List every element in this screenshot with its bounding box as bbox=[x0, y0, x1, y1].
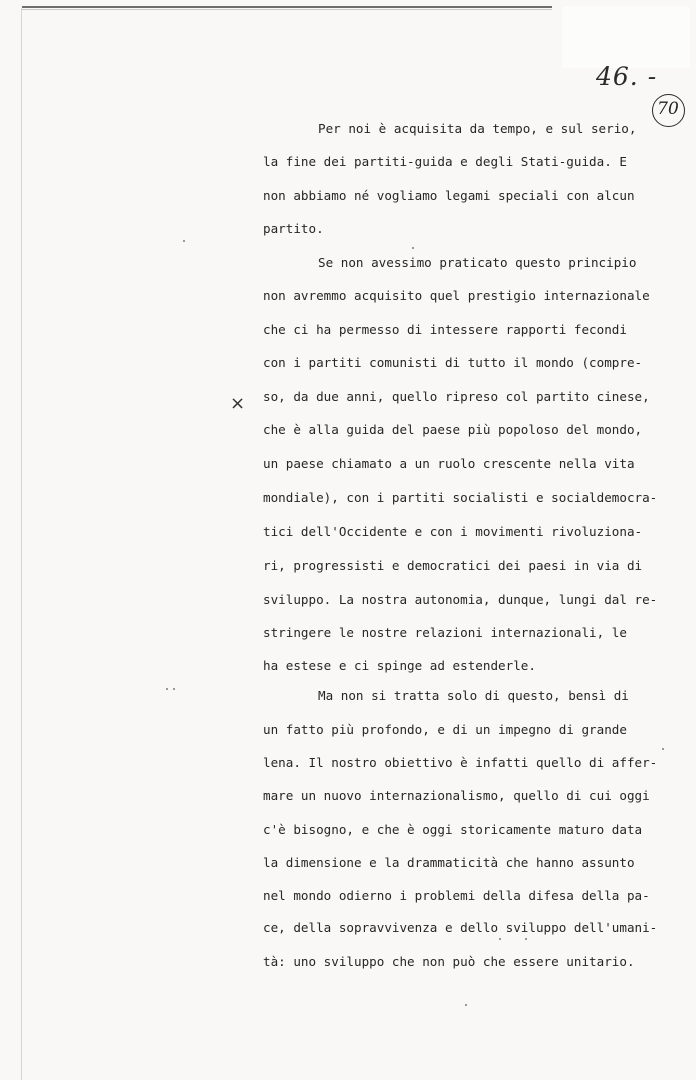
text-line: tici dell'Occidente e con i movimenti rivoluziona- bbox=[263, 524, 643, 539]
text-line: mondiale), con i partiti socialisti e socialdemocra- bbox=[263, 490, 658, 505]
paper-speck bbox=[499, 938, 501, 940]
text-line: stringere le nostre relazioni internazionali, le bbox=[263, 625, 627, 640]
paper-speck bbox=[183, 240, 185, 242]
text-line: ce, della sopravvivenza e dello sviluppo dell'umani- bbox=[263, 920, 658, 935]
text-line: tà: uno sviluppo che non può che essere unitario. bbox=[263, 954, 635, 969]
text-line: ha estese e ci spinge ad estenderle. bbox=[263, 658, 536, 673]
text-line: un fatto più profondo, e di un impegno di grande bbox=[263, 722, 627, 737]
text-line: c'è bisogno, e che è oggi storicamente maturo data bbox=[263, 822, 643, 837]
text-line: lena. Il nostro obiettivo è infatti quello di affer- bbox=[263, 755, 658, 770]
text-line: so, da due anni, quello ripreso col partito cinese, bbox=[263, 389, 650, 404]
text-line: nel mondo odierno i problemi della difesa della pa- bbox=[263, 888, 650, 903]
text-line: la fine dei partiti-guida e degli Stati-guida. E bbox=[263, 154, 627, 169]
paper-speck bbox=[525, 938, 527, 940]
top-edge-rule bbox=[22, 6, 552, 8]
text-line: partito. bbox=[263, 221, 324, 236]
text-line: Ma non si tratta solo di questo, bensì di bbox=[318, 688, 629, 703]
paper-speck bbox=[662, 748, 664, 750]
text-line: sviluppo. La nostra autonomia, dunque, lungi dal re- bbox=[263, 592, 658, 607]
circled-stamp-number: 70 bbox=[657, 99, 679, 119]
text-line: ri, progressisti e democratici dei paesi in via di bbox=[263, 558, 643, 573]
handwritten-page-number: 46. - bbox=[596, 62, 658, 91]
text-line: la dimensione e la drammaticità che hanno assunto bbox=[263, 855, 635, 870]
text-line: Per noi è acquisita da tempo, e sul serio, bbox=[318, 121, 637, 136]
paper-speck bbox=[465, 1004, 467, 1006]
left-page-edge bbox=[21, 8, 22, 1080]
paper-speck bbox=[412, 247, 414, 249]
paper-speck bbox=[166, 688, 168, 690]
corner-paper-label bbox=[562, 6, 690, 68]
text-line: con i partiti comunisti di tutto il mondo (compre- bbox=[263, 355, 643, 370]
text-line: che è alla guida del paese più popoloso del mondo, bbox=[263, 422, 643, 437]
margin-cross-mark: × bbox=[230, 393, 246, 414]
text-line: mare un nuovo internazionalismo, quello di cui oggi bbox=[263, 788, 650, 803]
text-line: non avremmo acquisito quel prestigio internazionale bbox=[263, 288, 650, 303]
text-line: non abbiamo né vogliamo legami speciali con alcun bbox=[263, 188, 635, 203]
top-edge-shadow bbox=[22, 9, 552, 10]
text-line: un paese chiamato a un ruolo crescente nella vita bbox=[263, 456, 635, 471]
text-line: Se non avessimo praticato questo principio bbox=[318, 255, 637, 270]
text-line: che ci ha permesso di intessere rapporti fecondi bbox=[263, 322, 627, 337]
paper-speck bbox=[173, 688, 175, 690]
